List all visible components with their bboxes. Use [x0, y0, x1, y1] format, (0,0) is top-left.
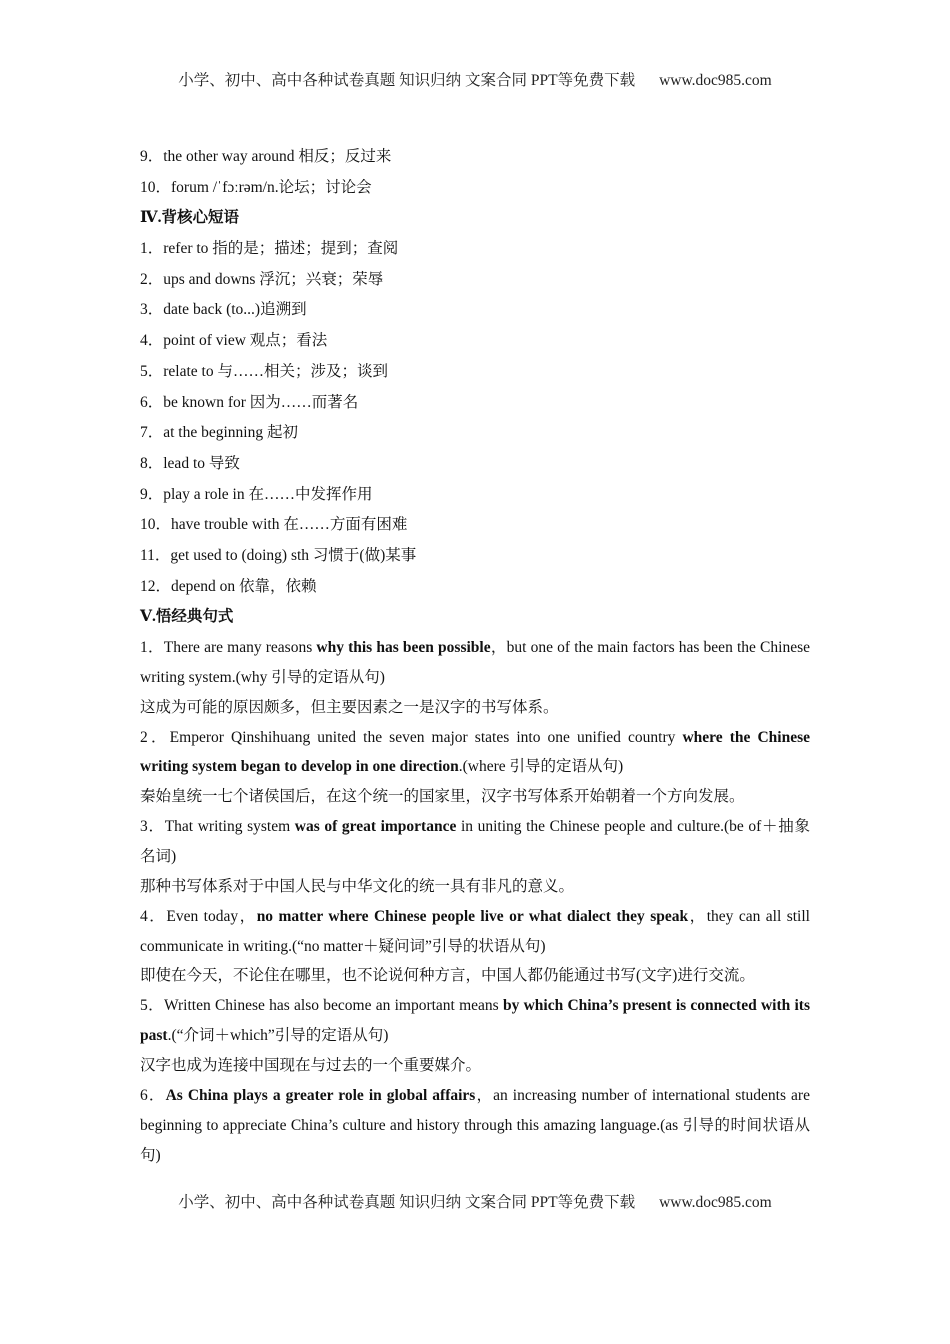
- sentence-1: [140, 633, 810, 693]
- page-header: [0, 68, 950, 90]
- sentence-4: [140, 902, 810, 962]
- sentence-text: ，they can all still communicate in writing.(“no matter＋疑问词”引导的状语从句): [140, 907, 810, 955]
- sentence-text: 6．: [140, 1086, 166, 1104]
- phrase-item: 1．refer to 指的是；描述；提到；查阅: [140, 240, 399, 258]
- sentence-3-translation: 那种书写体系对于中国人民与中华文化的统一具有非凡的意义。: [140, 877, 575, 895]
- sentence-text: ，an increasing number of international students are beginning to appreciate China’s culture and history through this amazing language.(as 引导的时间状语从句): [140, 1086, 810, 1164]
- sentence-5-translation: 汉字也成为连接中国现在与过去的一个重要媒介。: [140, 1056, 482, 1074]
- sentence-text: in uniting the Chinese people and culture.(be of＋抽象名词): [140, 818, 810, 865]
- sentence-text: 4．Even today，: [140, 907, 257, 925]
- header-text: 小学、初中、高中各种试卷真题 知识归纳 文案合同 PPT等免费下载: [178, 72, 636, 89]
- vocab-item: 9．the other way around 相反；反过来: [140, 148, 392, 165]
- phrase-item: 12．depend on 依靠，依赖: [140, 577, 317, 595]
- sentence-5: [140, 991, 810, 1051]
- phrase-item: 7．at the beginning 起初: [140, 424, 298, 442]
- sentence-1-translation: 这成为可能的原因颇多，但主要因素之一是汉字的书写体系。: [140, 698, 559, 716]
- footer-text: 小学、初中、高中各种试卷真题 知识归纳 文案合同 PPT等免费下载: [178, 1194, 636, 1211]
- section-heading: Ⅴ.悟经典句式: [140, 608, 234, 626]
- sentence-text: 2．Emperor Qinshihuang united the seven major states into one unified country: [140, 728, 683, 746]
- footer-site: www.doc985.com: [659, 1194, 772, 1211]
- sentence-2-translation: 秦始皇统一七个诸侯国后，在这个统一的国家里，汉字书写体系开始朝着一个方向发展。: [140, 788, 745, 806]
- sentence-6: [140, 1081, 810, 1170]
- sentence-text: ，but one of the main factors has been the Chinese writing system.(why 引导的定语从句): [140, 639, 810, 686]
- sentence-text: 3．That writing system: [140, 818, 295, 836]
- sentence-highlight: by which China’s present is connected with its past: [140, 997, 810, 1045]
- sentence-3: [140, 812, 810, 872]
- sentence-highlight: no matter where Chinese people live or what dialect they speak: [256, 907, 689, 925]
- phrase-item: 5．relate to 与……相关；涉及；谈到: [140, 362, 388, 380]
- sentence-highlight: As China plays a greater role in global affairs: [165, 1086, 476, 1104]
- sentence-highlight: why this has been possible: [316, 639, 491, 656]
- phrase-item: 3．date back (to...)追溯到: [140, 301, 307, 319]
- document-body: [140, 142, 810, 1170]
- sentence-text: .(where 引导的定语从句): [458, 758, 624, 776]
- vocab-item: 10．forum /ˈfɔːrəm/n.论坛；讨论会: [140, 178, 372, 196]
- page-footer: [0, 1190, 950, 1212]
- phrase-item: 10．have trouble with 在……方面有困难: [140, 516, 408, 534]
- phrase-item: 6．be known for 因为……而著名: [140, 393, 359, 411]
- sentence-highlight: where the Chinese writing system began to develop in one direction: [140, 728, 811, 776]
- phrase-item: 8．lead to 导致: [140, 454, 240, 472]
- header-site: www.doc985.com: [659, 72, 772, 89]
- sentence-text: 5．Written Chinese has also become an important means: [140, 997, 503, 1015]
- section-heading: Ⅳ.背核心短语: [140, 209, 239, 227]
- sentence-text: .(“介词＋which”引导的定语从句): [167, 1027, 389, 1045]
- sentence-text: 1．There are many reasons: [140, 639, 317, 656]
- sentence-highlight: was of great importance: [294, 818, 457, 836]
- phrase-item: 9．play a role in 在……中发挥作用: [140, 485, 373, 503]
- sentence-2: [140, 723, 810, 783]
- sentence-4-translation: 即使在今天，不论住在哪里，也不论说何种方言，中国人都仍能通过书写(文字)进行交流。: [140, 967, 755, 985]
- phrase-item: 11．get used to (doing) sth 习惯于(做)某事: [140, 546, 417, 564]
- phrase-item: 4．point of view 观点；看法: [140, 332, 328, 350]
- phrase-item: 2．ups and downs 浮沉；兴衰；荣辱: [140, 270, 384, 288]
